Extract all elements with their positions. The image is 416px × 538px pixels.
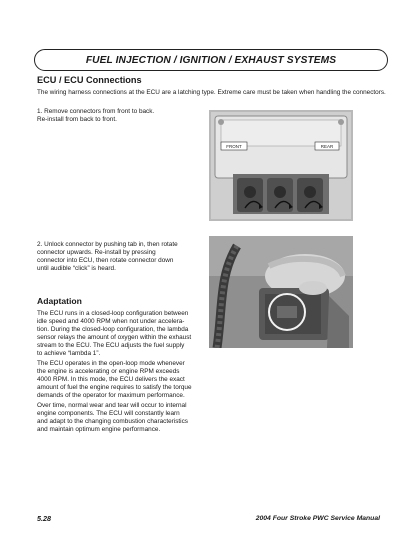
p1-line: The ECU runs in a closed-loop configuration between: [37, 310, 189, 317]
rear-label: REAR: [320, 144, 334, 149]
step-2-line-4: until audible “click” is heard.: [37, 265, 116, 272]
manual-title: 2004 Four Stroke PWC Service Manual: [255, 515, 380, 522]
p1-line: to achieve “lambda 1”.: [37, 349, 101, 357]
front-label: FRONT: [226, 144, 242, 149]
step-2-line-3: connector into ECU, then rotate connector down: [37, 257, 174, 264]
p2-line: amount of fuel the engine requires to satisfy the torque: [37, 383, 192, 391]
section-banner: [34, 49, 388, 71]
step-1-line-1: 1. Remove connectors from front to back.: [37, 108, 155, 115]
step-2-line-1: 2. Unlock connector by pushing tab in, then rotate: [37, 241, 178, 248]
p3-line: and adapt to the changing combustion characteristics: [37, 417, 188, 425]
adaptation-heading: Adaptation: [37, 296, 82, 306]
connector-unlock-photo: [209, 236, 353, 348]
ecu-heading: ECU / ECU Connections: [37, 75, 142, 85]
p3-line: and maintain optimum engine performance.: [37, 425, 161, 433]
adaptation-paragraph-2: [37, 360, 205, 400]
intro-paragraph: The wiring harness connections at the ECU are a latching type. Extreme care must be taken when handling the connectors.: [37, 89, 386, 96]
p1-line: idle speed and 4000 RPM when not under accelera-: [37, 317, 185, 325]
step-1: [37, 108, 202, 124]
step-2-line-2: connector upwards. Re-install by pressing: [37, 249, 156, 256]
p1-line: sensor relays the amount of oxygen within the exhaust: [37, 333, 192, 341]
p3-line: Over time, normal wear and tear will occur to internal: [37, 402, 187, 409]
p3-line: engine components. The ECU will constantly learn: [37, 409, 180, 417]
page-number: 5.28: [37, 514, 51, 523]
step-1-line-2: Re-install from back to front.: [37, 116, 117, 123]
adaptation-paragraph-1: [37, 310, 205, 357]
adaptation-paragraph-3: [37, 402, 205, 434]
ecu-connectors-photo: [209, 110, 353, 221]
p1-line: stream to the ECU. The ECU adjusts the fuel supply: [37, 341, 185, 349]
p2-line: The ECU operates in the open-loop mode whenever: [37, 360, 185, 367]
banner-title: FUEL INJECTION / IGNITION / EXHAUST SYSTEMS: [85, 54, 337, 66]
p1-line: tion. During the closed-loop configuration, the lambda: [37, 325, 189, 333]
p2-line: demands of the operator for maximum performance.: [37, 391, 185, 399]
p2-line: 4000 RPM. In this mode, the ECU delivers the exact: [37, 375, 185, 383]
step-2: [37, 241, 202, 273]
p2-line: the engine is accelerating or engine RPM exceeds: [37, 367, 180, 375]
